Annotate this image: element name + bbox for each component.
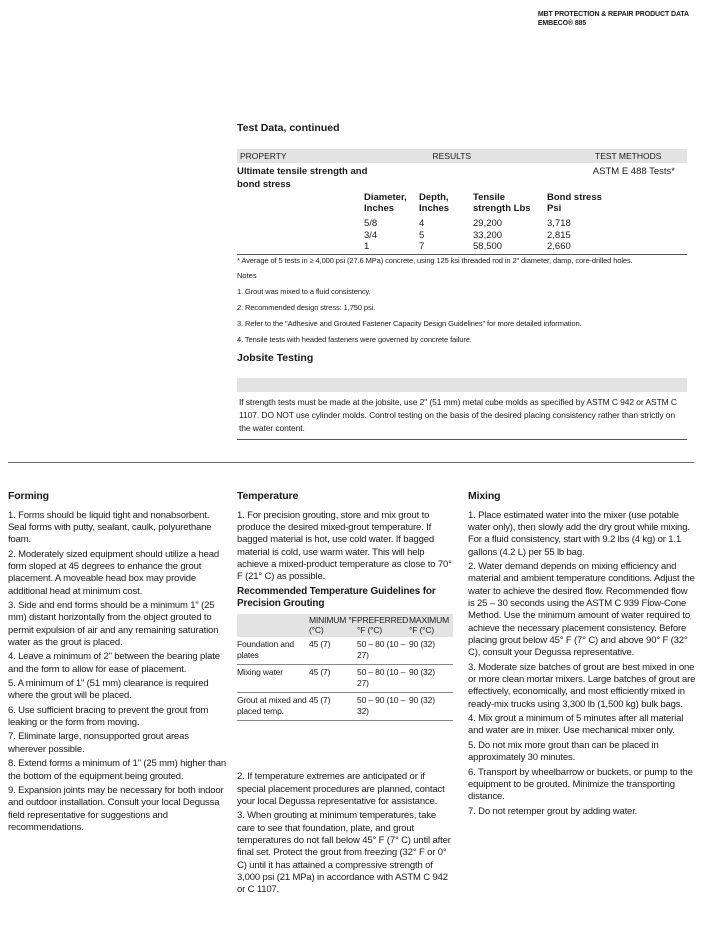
preferred-cell: 50 – 80 (10 – 27) [357,665,409,693]
results-table [364,193,617,252]
tensile-cell: 33,200 [473,229,503,241]
table-row [364,241,617,252]
section-divider [8,462,694,463]
col-results-header: RESULTS [432,150,472,161]
forming-item: 8. Extend forms a minimum of 1" (25 mm) higher than the bottom of the equipment being grouted. [8,758,227,782]
jobsite-header-bar [237,378,687,392]
maximum-cell: 90 (32) [409,693,453,721]
notes-label: Notes [237,271,257,281]
note-item: 4. Tensile tests with headed fasteners were governed by concrete failure. [237,334,472,344]
mixing-item: 2. Water demand depends on mixing efficiency and material and ambient temperature conditions. Adjust the water to achieve the desired flow. Recommended flow is 25 – 30 seconds using the ASTM C 939 Flow-Cone Method. Use the minimum amount of water required to achieve the necessary placement consistency. Before placing grout below 45° F (7° C) and above 90° F (32° C), consult your Degussa representative. [468,561,695,659]
diameter-header: Diameter, Inches [364,192,407,215]
mixing-item: 1. Place estimated water into the mixer (use potable water only), then slowly add the dry grout while mixing. For a fluid consistency, start with 9.2 lbs (4 kg) or 1.1 gallons (4.2 L) per 55 lb bag. [468,509,690,558]
col-property-header: PROPERTY [240,150,287,161]
blank-header [237,614,309,637]
maximum-cell: 90 (32) [409,665,453,693]
preferred-cell: 50 – 90 (10 – 32) [357,693,409,721]
forming-item: 3. Side and end forms should be a minimum 1" (25 mm) distant horizontally from the object grouted to permit expulsion of air and any remaining saturation water as the grout is placed. [8,600,219,649]
table-row [237,665,453,693]
test-data-title: Test Data, continued [237,122,340,134]
forming-item: 1. Forms should be liquid tight and nonabsorbent. Seal forms with putty, sealant, caulk, polyurethane foam. [8,509,212,546]
table-row [237,637,453,665]
test-method: ASTM E 488 Tests* [592,165,675,177]
row-label: Foundation and plates [237,637,309,665]
test-data-table-header [237,149,687,163]
mixing-item: 4. Mix grout a minimum of 5 minutes after all material and water are in mixer. Use mechanical mixer only. [468,713,684,737]
preferred-cell: 50 – 80 (10 – 27) [357,637,409,665]
table-footnote: * Average of 5 tests in ≥ 4,000 psi (27.6 MPa) concrete, using 125 ksi threaded rod in 2" diameter, damp, core-drilled holes. [237,255,633,265]
note-item: 3. Refer to the "Adhesive and Grouted Fastener Capacity Design Guidelines" for more detailed information. [237,319,582,329]
table-row [364,230,617,241]
jobsite-rule [237,439,687,440]
jobsite-title: Jobsite Testing [237,352,314,364]
preferred-header: PREFERRED °F (°C) [357,614,409,636]
minimum-cell: 45 (7) [309,693,357,721]
forming-item: 6. Use sufficient bracing to prevent the grout from leaking or the form from moving. [8,704,209,729]
forming-title: Forming [8,490,49,502]
note-item: 2. Recommended design stress: 1,750 psi. [237,303,376,313]
jobsite-body: If strength tests must be made at the jobsite, use 2" (51 mm) metal cube molds as specified by ASTM C 942 or ASTM C 1107. DO NOT use cylinder molds. Control testing on the basis of the desired placing consistency rather than strictly on the water content. [239,396,677,434]
tensile-cell: 29,200 [473,218,503,230]
forming-item: 2. Moderately sized equipment should utilize a head form sloped at 45 degrees to enhance the grout placement. A moveable head box may provide additional head at minimum cost. [8,548,219,597]
forming-column [8,490,226,836]
mixing-title: Mixing [468,490,501,502]
depth-header: Depth, Inches [419,192,450,215]
temperature-item: 2. If temperature extremes are anticipated or if special placement procedures are planned, contact your local Degussa representative for assistance. [237,771,445,807]
property-name: Ultimate tensile strength and bond stress [237,165,368,190]
mixing-item: 7. Do not retemper grout by adding water. [468,805,638,817]
temperature-column [237,490,453,899]
mixing-column [468,490,696,820]
forming-item: 4. Leave a minimum of 2" between the bearing plate and the form to allow for ease of placement. [8,651,220,675]
property-row [237,163,687,192]
row-label: Mixing water [237,665,309,693]
header-product-line: MBT PROTECTION & REPAIR PRODUCT DATA [537,11,689,18]
table-rule [237,254,687,255]
tensile-header: Tensile strength Lbs [473,192,531,215]
maximum-cell: 90 (32) [409,637,453,665]
diameter-cell: 1 [364,241,370,253]
maximum-header: MAXIMUM °F (°C) [409,614,453,637]
depth-cell: 7 [419,241,425,253]
bond-header: Bond stress Psi [547,192,602,215]
note-item: 1. Grout was mixed to a fluid consistency. [237,287,371,297]
minimum-header: MINIMUM °F (°C) [309,614,357,636]
temperature-title: Temperature [237,490,299,502]
forming-item: 9. Expansion joints may be necessary for both indoor and outdoor installation. Consult your local Degussa field representative for suggestions and recommendations. [8,784,224,833]
diameter-cell: 3/4 [364,229,378,241]
mixing-item: 5. Do not mix more grout than can be placed in approximately 30 minutes. [468,739,659,764]
row-label: Grout at mixed and placed temp. [237,693,309,721]
diameter-cell: 5/8 [364,218,378,230]
temperature-guidelines-table [237,614,453,722]
depth-cell: 5 [419,229,425,241]
mixing-item: 6. Transport by wheelbarrow or buckets, or pump to the equipment to be grouted. Minimize the transporting distance. [468,766,693,803]
minimum-cell: 45 (7) [309,637,357,665]
temperature-table-title: Recommended Temperature Guidelines for Precision Grouting [237,585,436,610]
col-methods-header: TEST METHODS [595,150,662,161]
bond-cell: 2,815 [547,229,571,241]
minimum-cell: 45 (7) [309,665,357,693]
temperature-item: 1. For precision grouting, store and mix grout to produce the desired mixed-grout temperature. If bagged material is hot, use cold water. If bagged material is cold, use warm water. This will help achieve a mixed-product temperature as close to 70° F (21° C) as possible. [237,509,452,583]
forming-item: 7. Eliminate large, nonsupported grout areas wherever possible. [8,731,189,755]
depth-cell: 4 [419,218,425,230]
mixing-item: 3. Moderate size batches of grout are best mixed in one or more clean mortar mixers. Large batches of grout are effectively, economically, and most efficiently mixed in ready-mix trucks using 3,300 lb (1,500 kg) bulk bags. [468,661,696,710]
temperature-item: 3. When grouting at minimum temperatures, take care to see that foundation, plate, and grout temperatures do not fall below 45° F (7° C) until after final set. Protect the grout from freezing (32° F or 0° C) until it has attained a compressive strength of 3,000 psi (21 MPa) in accordance with ASTM C 942 or C 1107. [237,810,451,896]
table-row [237,693,453,721]
test-data-section [237,122,687,345]
bond-cell: 2,660 [547,241,571,253]
tensile-cell: 58,500 [473,241,503,253]
bond-cell: 3,718 [547,218,571,230]
page-header [538,10,689,29]
jobsite-testing-section [237,352,687,440]
forming-item: 5. A minimum of 1" (51 mm) clearance is required where the grout will be placed. [8,678,209,702]
table-row [364,218,617,229]
header-product-name: EMBECO® 885 [537,20,587,28]
